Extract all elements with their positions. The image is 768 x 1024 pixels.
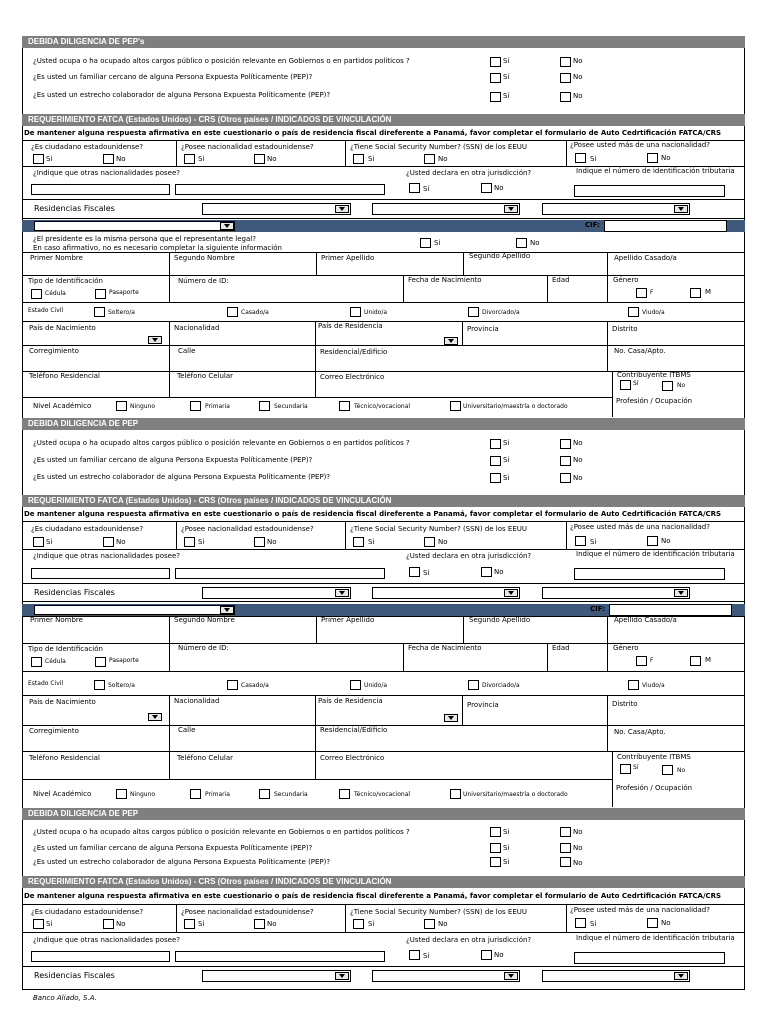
pep-q1-no-checkbox[interactable] bbox=[560, 57, 571, 67]
tax-residences-label: Residencias Fiscales bbox=[34, 971, 115, 980]
yes-label: Si bbox=[590, 920, 597, 928]
tax-residences-label: Residencias Fiscales bbox=[34, 204, 115, 213]
other-nationality-input-2[interactable] bbox=[175, 951, 385, 962]
married-surname-label: Apellido Casado/a bbox=[614, 254, 677, 262]
pep-question-2: ¿Es usted un familiar cercano de alguna Persona Expuesta Políticamente (PEP)? bbox=[33, 456, 313, 464]
female-label: F bbox=[650, 657, 654, 664]
district-label: Distrito bbox=[612, 325, 638, 333]
us-citizen-no-checkbox[interactable] bbox=[103, 537, 114, 547]
yes-label: Si bbox=[503, 439, 510, 447]
us-citizen-yes-checkbox[interactable] bbox=[33, 154, 44, 164]
second-surname-label: Segundo Apellido bbox=[469, 252, 531, 260]
more-nationality-no-checkbox[interactable] bbox=[647, 918, 658, 928]
us-nationality-no-checkbox[interactable] bbox=[254, 919, 265, 929]
q-us-nationality: ¿Posee nacionalidad estadounidense? bbox=[181, 908, 314, 916]
passport-checkbox[interactable] bbox=[95, 289, 106, 299]
profession-label: Profesión / Ocupación bbox=[616, 784, 693, 792]
birth-country-label: País de Nacimiento bbox=[29, 698, 96, 706]
pep-question-3: ¿Es usted un estrecho colaborador de alguna Persona Expuesta Políticamente (PEP)? bbox=[33, 473, 331, 481]
province-label: Provincia bbox=[467, 701, 499, 709]
cif-label: CIF: bbox=[590, 605, 605, 613]
yes-label: Si bbox=[434, 239, 441, 247]
township-label: Corregimiento bbox=[29, 727, 79, 735]
q-ssn: ¿Tiene Social Security Number? (SSN) de los EEUU bbox=[350, 143, 527, 151]
us-nationality-yes-checkbox[interactable] bbox=[184, 919, 195, 929]
id-type-label: Tipo de Identificación bbox=[28, 277, 103, 285]
united-checkbox[interactable] bbox=[350, 680, 361, 690]
divorced-checkbox[interactable] bbox=[468, 307, 479, 317]
client-select-arrow[interactable] bbox=[220, 605, 235, 615]
single-checkbox[interactable] bbox=[94, 307, 105, 317]
tax-id-input[interactable] bbox=[574, 568, 725, 580]
first-surname-label: Primer Apellido bbox=[321, 616, 375, 624]
other-nationality-input-2[interactable] bbox=[175, 568, 385, 579]
academic-label: Nivel Académico bbox=[33, 402, 92, 410]
single-checkbox[interactable] bbox=[94, 680, 105, 690]
second-surname-label: Segundo Apellido bbox=[469, 616, 531, 624]
other-jurisdiction-no-checkbox[interactable] bbox=[481, 183, 492, 193]
other-jurisdiction-yes-checkbox[interactable] bbox=[409, 567, 420, 577]
pep-question-3: ¿Es usted un estrecho colaborador de alguna Persona Expuesta Políticamente (PEP)? bbox=[33, 858, 331, 866]
birth-country-label: País de Nacimiento bbox=[29, 324, 96, 332]
q-more-nationality: ¿Posee usted más de una nacionalidad? bbox=[570, 141, 710, 149]
academic-university-checkbox[interactable] bbox=[450, 789, 461, 799]
pep-q1-yes-checkbox[interactable] bbox=[490, 57, 501, 67]
ssn-yes-checkbox[interactable] bbox=[353, 154, 364, 164]
other-jurisdiction-no-checkbox[interactable] bbox=[481, 567, 492, 577]
no-label: No bbox=[661, 537, 671, 545]
yes-label: Si bbox=[46, 920, 53, 928]
academic-technical-label: Técnico/vocacional bbox=[354, 791, 411, 798]
pep2-q1-no-checkbox[interactable] bbox=[560, 439, 571, 449]
second-name-label: Segundo Nombre bbox=[174, 616, 235, 624]
academic-secondary-label: Secundaria bbox=[274, 403, 308, 410]
pep-question-3: ¿Es usted un estrecho colaborador de alguna Persona Expuesta Políticamente (PEP)? bbox=[33, 91, 331, 99]
first-surname-label: Primer Apellido bbox=[321, 254, 375, 262]
academic-primary-checkbox[interactable] bbox=[190, 401, 201, 411]
itbms-label: Contribuyente ITBMS bbox=[617, 371, 691, 379]
tax-residence-select-2[interactable] bbox=[372, 203, 520, 215]
id-number-label: Número de ID: bbox=[178, 277, 229, 285]
residence-country-label: País de Residencia bbox=[318, 697, 383, 705]
passport-checkbox[interactable] bbox=[95, 657, 106, 667]
academic-technical-checkbox[interactable] bbox=[339, 401, 350, 411]
q-other-nationalities: ¿Indique que otras nacionalidades posee? bbox=[33, 552, 180, 560]
more-nationality-no-checkbox[interactable] bbox=[647, 536, 658, 546]
no-label: No bbox=[677, 382, 686, 389]
single-label: Soltero/a bbox=[108, 682, 135, 689]
tax-id-input[interactable] bbox=[574, 185, 725, 197]
other-nationality-input-2[interactable] bbox=[175, 184, 385, 195]
gender-label: Género bbox=[613, 644, 639, 652]
widowed-label: Viudo/a bbox=[642, 309, 665, 316]
client-select-arrow[interactable] bbox=[220, 221, 235, 231]
divorced-label: Divorciado/a bbox=[482, 309, 520, 316]
cell-phone-label: Teléfono Celular bbox=[177, 372, 234, 380]
divorced-checkbox[interactable] bbox=[468, 680, 479, 690]
pep2-q2-yes-checkbox[interactable] bbox=[490, 456, 501, 466]
yes-label: Sí bbox=[423, 185, 430, 193]
no-label: No bbox=[573, 474, 583, 482]
cedula-checkbox[interactable] bbox=[31, 289, 42, 299]
academic-secondary-label: Secundaria bbox=[274, 791, 308, 798]
married-checkbox[interactable] bbox=[227, 680, 238, 690]
male-label: M bbox=[705, 656, 712, 664]
academic-university-label: Universitario/maestría o doctorado bbox=[463, 791, 568, 798]
pep-question-2: ¿Es usted un familiar cercano de alguna Persona Expuesta Políticamente (PEP)? bbox=[33, 844, 313, 852]
fatca-section-header: REQUERIMIENTO FATCA (Estados Unidos) - CRS (Otros países / INDICADOS DE VINCULACIÓN bbox=[22, 876, 745, 888]
married-label: Casado/a bbox=[241, 682, 269, 689]
more-nationality-yes-checkbox[interactable] bbox=[575, 153, 586, 163]
street-label: Calle bbox=[178, 347, 196, 355]
yes-label: Si bbox=[46, 538, 53, 546]
passport-label: Pasaporte bbox=[109, 289, 139, 296]
united-label: Unido/a bbox=[364, 309, 388, 316]
q-other-jurisdiction: ¿Usted declara en otra jurisdicción? bbox=[406, 169, 532, 177]
female-label: F bbox=[650, 289, 654, 296]
nationality-label: Nacionalidad bbox=[174, 697, 220, 705]
married-checkbox[interactable] bbox=[227, 307, 238, 317]
township-label: Corregimiento bbox=[29, 347, 79, 355]
pep3-q2-no-checkbox[interactable] bbox=[560, 843, 571, 853]
house-no-label: No. Casa/Apto. bbox=[614, 728, 666, 736]
pep3-q1-no-checkbox[interactable] bbox=[560, 827, 571, 837]
tax-residence-select-3[interactable] bbox=[542, 970, 690, 982]
yes-label: Sí bbox=[503, 73, 510, 81]
yes-label: Si bbox=[503, 858, 510, 866]
q-us-citizen: ¿Es ciudadano estadounidense? bbox=[31, 908, 144, 916]
no-label: No bbox=[573, 859, 583, 867]
tax-residence-select-3[interactable] bbox=[542, 203, 690, 215]
cell-phone-label: Teléfono Celular bbox=[177, 754, 234, 762]
id-number-label: Número de ID: bbox=[178, 644, 229, 652]
yes-label: Sí bbox=[633, 764, 639, 771]
age-label: Edad bbox=[552, 644, 570, 652]
yes-label: Si bbox=[590, 538, 597, 546]
birth-country-select[interactable] bbox=[145, 335, 163, 345]
pep-q2-no-checkbox[interactable] bbox=[560, 73, 571, 83]
other-jurisdiction-yes-checkbox[interactable] bbox=[409, 950, 420, 960]
academic-primary-label: Primaria bbox=[205, 403, 230, 410]
q-ssn: ¿Tiene Social Security Number? (SSN) de los EEUU bbox=[350, 525, 527, 533]
pep2-q2-no-checkbox[interactable] bbox=[560, 456, 571, 466]
yes-label: Sí bbox=[503, 92, 510, 100]
no-label: No bbox=[267, 920, 277, 928]
passport-label: Pasaporte bbox=[109, 657, 139, 664]
age-label: Edad bbox=[552, 276, 570, 284]
us-citizen-no-checkbox[interactable] bbox=[103, 919, 114, 929]
q-us-citizen: ¿Es ciudadano estadounidense? bbox=[31, 143, 144, 151]
pep2-q3-no-checkbox[interactable] bbox=[560, 473, 571, 483]
pep2-q3-yes-checkbox[interactable] bbox=[490, 473, 501, 483]
pep3-q1-yes-checkbox[interactable] bbox=[490, 827, 501, 837]
q-more-nationality: ¿Posee usted más de una nacionalidad? bbox=[570, 906, 710, 914]
academic-none-checkbox[interactable] bbox=[116, 401, 127, 411]
no-label: No bbox=[661, 154, 671, 162]
email-label: Correo Electrónico bbox=[320, 373, 385, 381]
nationality-label: Nacionalidad bbox=[174, 324, 220, 332]
home-phone-label: Teléfono Residencial bbox=[29, 372, 100, 380]
more-nationality-no-checkbox[interactable] bbox=[647, 153, 658, 163]
civil-status-label: Estado Civil bbox=[28, 680, 64, 687]
academic-none-label: Ninguno bbox=[130, 791, 156, 798]
profession-label: Profesión / Ocupación bbox=[616, 397, 693, 405]
pep2-q1-yes-checkbox[interactable] bbox=[490, 439, 501, 449]
academic-secondary-checkbox[interactable] bbox=[259, 789, 270, 799]
married-label: Casado/a bbox=[241, 309, 269, 316]
no-label: No bbox=[116, 538, 126, 546]
more-nationality-yes-checkbox[interactable] bbox=[575, 536, 586, 546]
yes-label: Si bbox=[46, 155, 53, 163]
tax-id-input[interactable] bbox=[574, 952, 725, 964]
house-no-label: No. Casa/Apto. bbox=[614, 347, 666, 355]
no-label: No bbox=[267, 538, 277, 546]
pep-question-2: ¿Es usted un familiar cercano de alguna Persona Expuesta Políticamente (PEP)? bbox=[33, 73, 313, 81]
no-label: No bbox=[573, 92, 583, 100]
yes-label: Si bbox=[503, 474, 510, 482]
q-tax-id-line: Indique el número de identificación tributaria bbox=[576, 550, 735, 558]
yes-label: Sí bbox=[633, 380, 639, 387]
itbms-label: Contribuyente ITBMS bbox=[617, 753, 691, 761]
no-label: No bbox=[661, 919, 671, 927]
yes-label: Si bbox=[423, 952, 430, 960]
academic-primary-checkbox[interactable] bbox=[190, 789, 201, 799]
pep-section-header: DEBIDA DILIGENCIA DE PEP's bbox=[22, 36, 745, 48]
other-nationality-input-1[interactable] bbox=[31, 951, 170, 962]
cedula-label: Cédula bbox=[45, 658, 66, 665]
male-checkbox[interactable] bbox=[690, 656, 701, 666]
q-other-jurisdiction: ¿Usted declara en otra jurisdicción? bbox=[406, 936, 532, 944]
birth-date-label: Fecha de Nacimiento bbox=[408, 644, 482, 652]
male-checkbox[interactable] bbox=[690, 288, 701, 298]
itbms-no-checkbox[interactable] bbox=[662, 381, 673, 391]
no-label: No bbox=[573, 439, 583, 447]
pep3-q3-no-checkbox[interactable] bbox=[560, 857, 571, 867]
ssn-no-checkbox[interactable] bbox=[424, 919, 435, 929]
no-label: No bbox=[573, 828, 583, 836]
tax-residence-select-1[interactable] bbox=[202, 587, 351, 599]
q-other-nationalities: ¿Indique que otras nacionalidades posee? bbox=[33, 169, 180, 177]
pep-section-header: DEBIDA DILIGENCIA DE PEP bbox=[22, 808, 745, 820]
tax-residence-select-2[interactable] bbox=[372, 970, 520, 982]
first-name-label: Primer Nombre bbox=[30, 254, 83, 262]
female-checkbox[interactable] bbox=[636, 288, 647, 298]
q-us-nationality: ¿Posee nacionalidad estadounidense? bbox=[181, 525, 314, 533]
male-label: M bbox=[705, 288, 712, 296]
itbms-yes-checkbox[interactable] bbox=[620, 380, 631, 390]
yes-label: Si bbox=[368, 155, 375, 163]
yes-label: Si bbox=[198, 920, 205, 928]
q-president: ¿El presidente es la misma persona que el representante legal? bbox=[33, 235, 256, 243]
widowed-label: Viudo/a bbox=[642, 682, 665, 689]
other-jurisdiction-yes-checkbox[interactable] bbox=[409, 183, 420, 193]
q-tax-id-line: Indique el número de identificación tributaria bbox=[576, 167, 735, 175]
us-citizen-yes-checkbox[interactable] bbox=[33, 537, 44, 547]
yes-label: Si bbox=[423, 569, 430, 577]
pep-q2-yes-checkbox[interactable] bbox=[490, 73, 501, 83]
us-nationality-no-checkbox[interactable] bbox=[254, 154, 265, 164]
us-nationality-yes-checkbox[interactable] bbox=[184, 537, 195, 547]
no-label: No bbox=[438, 155, 448, 163]
married-surname-label: Apellido Casado/a bbox=[614, 616, 677, 624]
district-label: Distrito bbox=[612, 700, 638, 708]
residence-country-label: País de Residencia bbox=[318, 322, 383, 330]
other-jurisdiction-no-checkbox[interactable] bbox=[481, 950, 492, 960]
id-type-label: Tipo de Identificación bbox=[28, 645, 103, 653]
no-label: No bbox=[677, 767, 686, 774]
no-label: No bbox=[267, 155, 277, 163]
us-citizen-no-checkbox[interactable] bbox=[103, 154, 114, 164]
academic-none-checkbox[interactable] bbox=[116, 789, 127, 799]
footer-bank-name: Banco Aliado, S.A. bbox=[33, 994, 97, 1002]
us-nationality-yes-checkbox[interactable] bbox=[184, 154, 195, 164]
yes-label: Si bbox=[368, 538, 375, 546]
no-label: No bbox=[494, 951, 504, 959]
fatca-note: De mantener alguna respuesta afirmativa en este cuestionario o país de residencia fiscal direferente a Panamá, favor completar el formulario de Auto Cedrtificación FATCA/CRS bbox=[24, 892, 722, 900]
no-label: No bbox=[438, 920, 448, 928]
widowed-checkbox[interactable] bbox=[628, 680, 639, 690]
q-more-nationality: ¿Posee usted más de una nacionalidad? bbox=[570, 523, 710, 531]
no-label: No bbox=[116, 920, 126, 928]
tax-residence-select-2[interactable] bbox=[372, 587, 520, 599]
no-label: No bbox=[573, 456, 583, 464]
no-label: No bbox=[573, 73, 583, 81]
building-label: Residencial/Edificio bbox=[320, 726, 388, 734]
q-ssn: ¿Tiene Social Security Number? (SSN) de los EEUU bbox=[350, 908, 527, 916]
tax-residence-select-1[interactable] bbox=[202, 203, 351, 215]
academic-technical-label: Técnico/vocacional bbox=[354, 403, 411, 410]
us-nationality-no-checkbox[interactable] bbox=[254, 537, 265, 547]
q-president-note: En caso afirmativo, no es necesario completar la siguiente información bbox=[33, 244, 282, 252]
email-label: Correo Electrónico bbox=[320, 754, 385, 762]
no-label: No bbox=[573, 57, 583, 65]
pep-section-header: DEBIDA DILIGENCIA DE PEP bbox=[22, 418, 745, 430]
fatca-section-header: REQUERIMIENTO FATCA (Estados Unidos) - CRS (Otros países / INDICADOS DE VINCULACIÓN bbox=[22, 114, 745, 126]
yes-label: Si bbox=[590, 155, 597, 163]
ssn-no-checkbox[interactable] bbox=[424, 537, 435, 547]
no-label: No bbox=[438, 538, 448, 546]
q-tax-id-line: Indique el número de identificación tributaria bbox=[576, 934, 735, 942]
client-select[interactable] bbox=[34, 605, 235, 615]
birth-country-select[interactable] bbox=[145, 712, 163, 722]
divorced-label: Divorciado/a bbox=[482, 682, 520, 689]
first-name-label: Primer Nombre bbox=[30, 616, 83, 624]
academic-secondary-checkbox[interactable] bbox=[259, 401, 270, 411]
birth-date-label: Fecha de Nacimiento bbox=[408, 276, 482, 284]
yes-label: Sí bbox=[503, 57, 510, 65]
pep-question-1: ¿Usted ocupa o ha ocupado altos cargos público o posición relevante en Gobiernos o en partidos políticos ? bbox=[33, 57, 410, 65]
president-no-checkbox[interactable] bbox=[516, 238, 527, 248]
building-label: Residencial/Edificio bbox=[320, 348, 388, 356]
no-label: No bbox=[494, 184, 504, 192]
tax-residences-label: Residencias Fiscales bbox=[34, 588, 115, 597]
us-citizen-yes-checkbox[interactable] bbox=[33, 919, 44, 929]
no-label: No bbox=[573, 844, 583, 852]
ssn-yes-checkbox[interactable] bbox=[353, 537, 364, 547]
more-nationality-yes-checkbox[interactable] bbox=[575, 918, 586, 928]
pep3-q2-yes-checkbox[interactable] bbox=[490, 843, 501, 853]
itbms-no-checkbox[interactable] bbox=[662, 765, 673, 775]
fatca-note: De mantener alguna respuesta afirmativa en este cuestionario o país de residencia fiscal direferente a Panamá, favor completar el formulario de Auto Cedrtificación FATCA/CRS bbox=[24, 129, 722, 137]
female-checkbox[interactable] bbox=[636, 656, 647, 666]
single-label: Soltero/a bbox=[108, 309, 135, 316]
other-nationality-input-1[interactable] bbox=[31, 184, 170, 195]
gender-label: Género bbox=[613, 276, 639, 284]
academic-university-label: Universitario/maestría o doctorado bbox=[463, 403, 568, 410]
itbms-yes-checkbox[interactable] bbox=[620, 764, 631, 774]
cif-input[interactable] bbox=[604, 220, 727, 232]
yes-label: Si bbox=[368, 920, 375, 928]
other-nationality-input-1[interactable] bbox=[31, 568, 170, 579]
q-us-citizen: ¿Es ciudadano estadounidense? bbox=[31, 525, 144, 533]
academic-technical-checkbox[interactable] bbox=[339, 789, 350, 799]
pep-question-1: ¿Usted ocupa o ha ocupado altos cargos público o posición relevante en Gobiernos o en partidos políticos ? bbox=[33, 828, 410, 836]
residence-country-select[interactable] bbox=[441, 713, 459, 723]
yes-label: Si bbox=[503, 844, 510, 852]
pep-q3-no-checkbox[interactable] bbox=[560, 92, 571, 102]
widowed-checkbox[interactable] bbox=[628, 307, 639, 317]
academic-none-label: Ninguno bbox=[130, 403, 156, 410]
no-label: No bbox=[494, 568, 504, 576]
tax-residence-select-1[interactable] bbox=[202, 970, 351, 982]
cedula-checkbox[interactable] bbox=[31, 657, 42, 667]
client-select[interactable] bbox=[34, 221, 235, 231]
pep-question-1: ¿Usted ocupa o ha ocupado altos cargos público o posición relevante en Gobiernos o en partidos políticos ? bbox=[33, 439, 410, 447]
ssn-yes-checkbox[interactable] bbox=[353, 919, 364, 929]
united-checkbox[interactable] bbox=[350, 307, 361, 317]
ssn-no-checkbox[interactable] bbox=[424, 154, 435, 164]
cif-input[interactable] bbox=[609, 604, 732, 616]
yes-label: Si bbox=[198, 155, 205, 163]
fatca-note: De mantener alguna respuesta afirmativa en este cuestionario o país de residencia fiscal direferente a Panamá, favor completar el formulario de Auto Cedrtificación FATCA/CRS bbox=[24, 510, 722, 518]
q-other-jurisdiction: ¿Usted declara en otra jurisdicción? bbox=[406, 552, 532, 560]
tax-residence-select-3[interactable] bbox=[542, 587, 690, 599]
president-yes-checkbox[interactable] bbox=[420, 238, 431, 248]
q-us-nationality: ¿Posee nacionalidad estadounidense? bbox=[181, 143, 314, 151]
cif-label: CIF: bbox=[585, 221, 600, 229]
pep-q3-yes-checkbox[interactable] bbox=[490, 92, 501, 102]
no-label: No bbox=[530, 239, 540, 247]
cedula-label: Cédula bbox=[45, 290, 66, 297]
province-label: Provincia bbox=[467, 325, 499, 333]
q-other-nationalities: ¿Indique que otras nacionalidades posee? bbox=[33, 936, 180, 944]
fatca-section-header: REQUERIMIENTO FATCA (Estados Unidos) - CRS (Otros países / INDICADOS DE VINCULACIÓN bbox=[22, 495, 745, 507]
academic-university-checkbox[interactable] bbox=[450, 401, 461, 411]
yes-label: Si bbox=[198, 538, 205, 546]
street-label: Calle bbox=[178, 726, 196, 734]
academic-primary-label: Primaria bbox=[205, 791, 230, 798]
pep3-q3-yes-checkbox[interactable] bbox=[490, 857, 501, 867]
second-name-label: Segundo Nombre bbox=[174, 254, 235, 262]
academic-label: Nivel Académico bbox=[33, 790, 92, 798]
no-label: No bbox=[116, 155, 126, 163]
united-label: Unido/a bbox=[364, 682, 388, 689]
home-phone-label: Teléfono Residencial bbox=[29, 754, 100, 762]
civil-status-label: Estado Civil bbox=[28, 307, 64, 314]
yes-label: Si bbox=[503, 828, 510, 836]
yes-label: Si bbox=[503, 456, 510, 464]
